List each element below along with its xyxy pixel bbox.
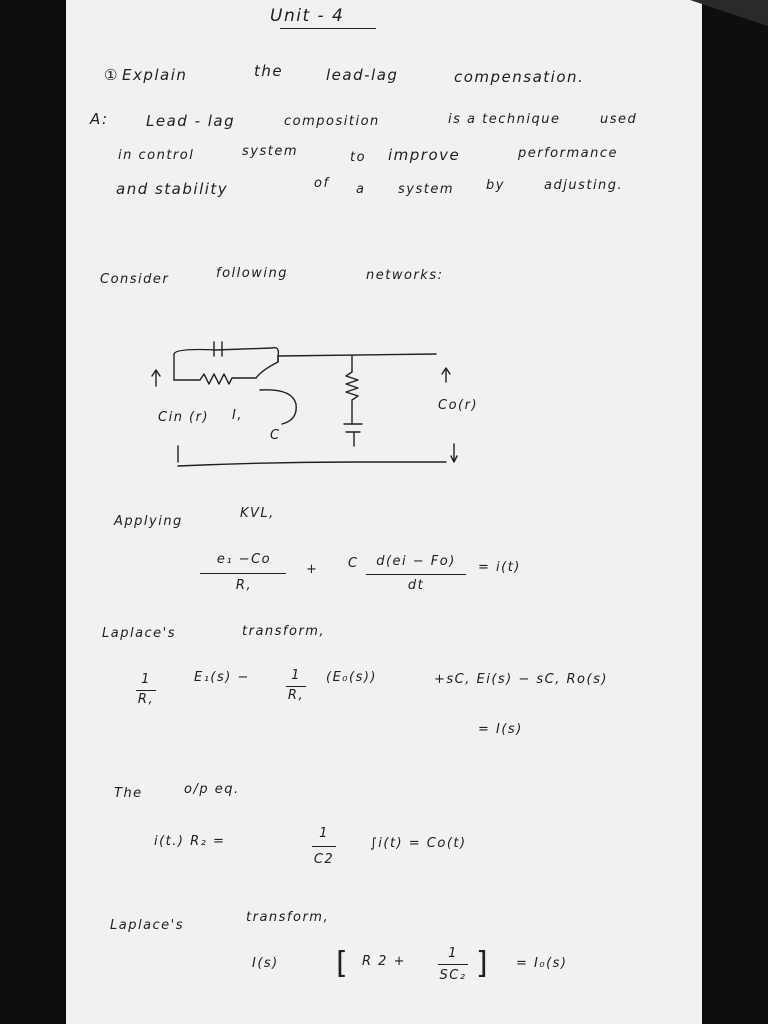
kvl-fraction-denominator: R, xyxy=(235,578,253,593)
output-eq-integral: ∫i(t) = Co(t) xyxy=(370,836,467,851)
laplace1-frac2-num: 1 xyxy=(291,668,301,683)
answer-line1-w4: used xyxy=(600,112,638,127)
cap-loop-wire xyxy=(174,348,278,380)
kvl-rhs: = i(t) xyxy=(478,560,521,575)
laplace2-bracket-left: [ xyxy=(336,946,350,981)
question-word-2: the xyxy=(254,62,284,80)
consider-word-1: Consider xyxy=(100,272,170,287)
circuit-loop-label: C xyxy=(270,428,281,443)
laplace2-r2: R 2 + xyxy=(362,954,406,969)
kvl-word-2: KVL, xyxy=(240,506,275,521)
answer-line3-w2: of xyxy=(314,176,330,191)
laplace1-rhs: = I(s) xyxy=(478,722,523,737)
laplace1-frac2-bar xyxy=(286,686,306,687)
laplace1-word-2: transform, xyxy=(242,624,326,639)
output-eq-frac-num: 1 xyxy=(319,826,329,841)
output-eq-word-1: The xyxy=(114,786,143,801)
laplace2-lhs: I(s) xyxy=(252,956,279,971)
resistor-r2 xyxy=(346,372,358,424)
page-title: Unit - 4 xyxy=(270,6,345,26)
kvl-fraction-bar xyxy=(200,573,286,574)
laplace1-word-1: Laplace's xyxy=(102,626,177,641)
answer-line2-w2: system xyxy=(242,144,298,159)
laplace1-frac1-den: R, xyxy=(137,692,155,707)
consider-word-3: networks: xyxy=(366,268,444,283)
background-corner xyxy=(650,0,768,40)
circuit-output-label: Co(r) xyxy=(438,398,479,413)
kvl-deriv-bar xyxy=(366,574,466,575)
laplace2-frac-den: SC₂ xyxy=(439,968,467,983)
laplace1-frac1-num: 1 xyxy=(141,672,151,687)
laplace1-term3: +sC, Ei(s) − sC, Ro(s) xyxy=(434,672,608,687)
answer-line3-w5: by xyxy=(486,178,505,193)
laplace2-word-2: transform, xyxy=(246,910,330,925)
question-word-1: Explain xyxy=(122,66,188,84)
answer-line3-w1: and stability xyxy=(116,180,229,198)
answer-line3-w4: system xyxy=(398,182,454,197)
kvl-deriv-numerator: d(ei − Fo) xyxy=(376,554,456,569)
question-number: ① xyxy=(104,66,119,84)
answer-line2-w5: performance xyxy=(518,146,618,161)
laplace2-bracket-right: ] xyxy=(476,946,490,981)
output-eq-lhs: i(t.) R₂ = xyxy=(154,834,226,849)
top-wire xyxy=(256,354,436,378)
notebook-page xyxy=(66,0,702,1024)
consider-word-2: following xyxy=(216,266,288,281)
kvl-fraction-numerator: e₁ −Co xyxy=(216,552,272,567)
answer-line3-w3: a xyxy=(356,182,366,197)
answer-marker: A: xyxy=(90,110,109,128)
laplace1-frac2-den: R, xyxy=(287,688,305,703)
kvl-plus: + xyxy=(306,562,319,577)
current-loop xyxy=(260,390,296,424)
bottom-wire xyxy=(178,462,446,466)
kvl-word-1: Applying xyxy=(114,514,183,529)
answer-line3-w6: adjusting. xyxy=(544,178,624,193)
output-eq-word-2: o/p eq. xyxy=(184,782,240,797)
laplace1-frac1-bar xyxy=(136,690,156,691)
output-eq-frac-bar xyxy=(312,846,336,847)
laplace2-word-1: Laplace's xyxy=(110,918,185,933)
kvl-c-term: C xyxy=(348,556,359,571)
circuit-input-label: Cin (r) xyxy=(158,410,210,425)
answer-line2-w3: to xyxy=(350,150,367,165)
laplace1-term2: (E₀(s)) xyxy=(326,670,377,685)
resistor-r1 xyxy=(174,374,256,384)
answer-line1-w2: composition xyxy=(284,114,380,129)
question-word-3: lead-lag xyxy=(326,66,399,84)
answer-line2-w1: in control xyxy=(118,148,195,163)
laplace1-term1: E₁(s) − xyxy=(194,670,250,685)
answer-line2-w4: improve xyxy=(388,146,461,164)
answer-line1-w3: is a technique xyxy=(448,112,561,127)
circuit-current-label: I, xyxy=(232,408,243,423)
circuit-diagram xyxy=(66,0,702,1024)
answer-line1-w1: Lead - lag xyxy=(146,112,236,130)
laplace2-rhs: = I₀(s) xyxy=(516,956,568,971)
kvl-deriv-denominator: dt xyxy=(407,578,425,593)
laplace2-frac-num: 1 xyxy=(448,946,458,961)
output-eq-frac-den: C2 xyxy=(313,852,335,867)
question-word-4: compensation. xyxy=(454,68,585,86)
laplace2-frac-bar xyxy=(438,964,468,965)
